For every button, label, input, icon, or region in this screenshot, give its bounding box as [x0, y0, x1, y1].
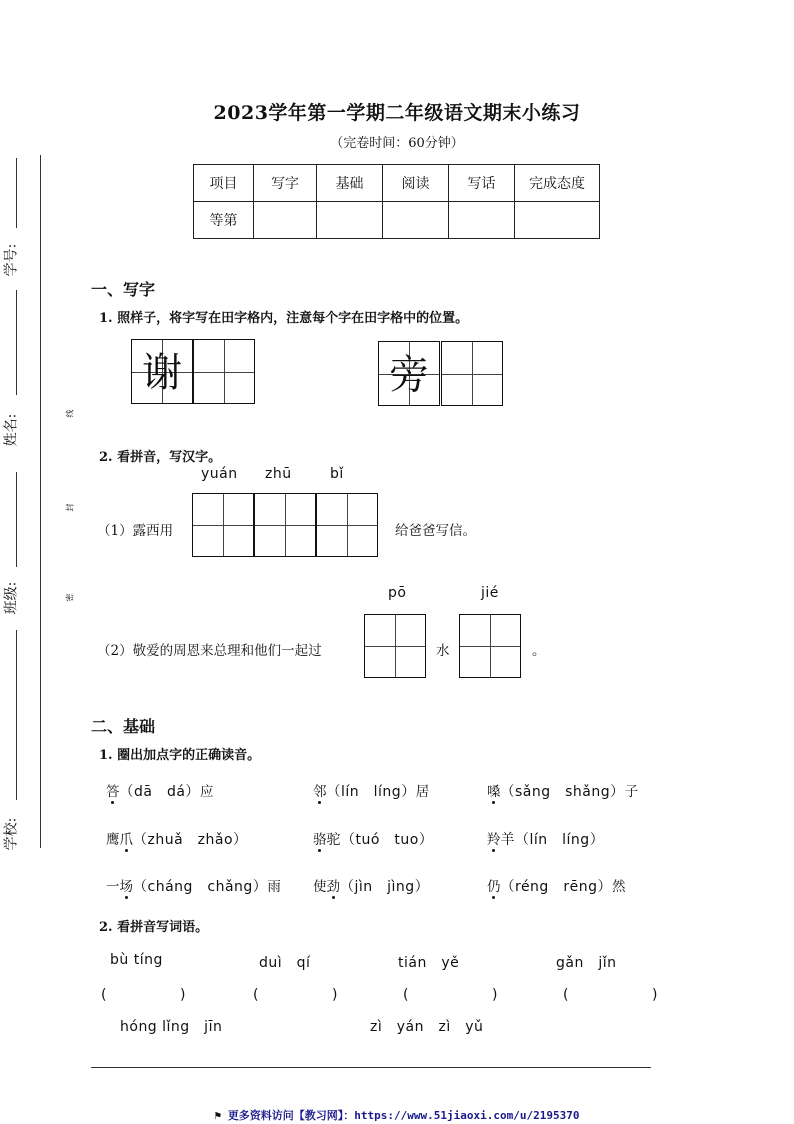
tianzige-answer[interactable] — [192, 493, 254, 557]
dotted-char: 羚 — [487, 832, 501, 848]
fill-sentence-prefix: （2）敬爱的周恩来总理和他们一起过 — [97, 643, 322, 659]
dotted-char: 劲 — [326, 879, 340, 895]
tianzige-answer[interactable] — [193, 339, 255, 404]
dotted-char: 场 — [119, 879, 133, 895]
grade-cell[interactable] — [317, 202, 383, 239]
question-text: 2. 看拼音写词语。 — [99, 920, 209, 935]
answer-paren-close: ) — [492, 987, 498, 1003]
dotted-char: 答 — [106, 784, 120, 800]
question-text: 1. 圈出加点字的正确读音。 — [99, 748, 261, 763]
answer-paren-close: ) — [652, 987, 658, 1003]
question-text: 1. 照样子，将字写在田字格内，注意每个字在田字格中的位置。 — [99, 311, 469, 326]
school-label: 学校: — [3, 817, 20, 851]
name-label: 姓名: — [3, 413, 20, 447]
seal-dense-mark: 密 — [65, 593, 75, 602]
reading-item[interactable]: 答（dā dá）应 — [106, 784, 214, 800]
page-divider — [91, 1067, 651, 1068]
pinyin-label: yuán — [201, 466, 238, 482]
fill-sentence-suffix: 。 — [532, 643, 546, 659]
pinyin-label: duì qí — [259, 955, 311, 971]
reading-item[interactable]: 羚羊（lín líng） — [487, 832, 605, 848]
table-header-cell: 完成态度 — [515, 165, 600, 202]
tianzige-answer[interactable] — [459, 614, 521, 678]
grade-cell[interactable] — [449, 202, 515, 239]
school-blank[interactable] — [16, 630, 17, 800]
page-subtitle: （完卷时间：60分钟） — [330, 136, 464, 151]
table-row — [194, 202, 600, 239]
binding-line — [40, 155, 41, 848]
sample-char: 谢 — [142, 349, 182, 396]
grade-cell[interactable] — [515, 202, 600, 239]
class-blank[interactable] — [16, 472, 17, 567]
class-label: 班级: — [3, 581, 20, 615]
tianzige-answer[interactable] — [441, 341, 503, 406]
dotted-char: 邻 — [313, 784, 327, 800]
table-header-cell: 写话 — [449, 165, 515, 202]
pinyin-label: hóng lǐng jīn — [120, 1019, 223, 1035]
question-text: 2. 看拼音，写汉字。 — [99, 450, 222, 465]
answer-paren-open: ( — [101, 987, 107, 1003]
pinyin-label: pō — [388, 585, 407, 601]
fill-sentence-prefix: （1）露西用 — [97, 523, 174, 539]
pinyin-label: tián yě — [398, 955, 460, 971]
section-heading: 二、基础 — [91, 717, 156, 736]
seal-seal-mark: 封 — [65, 503, 75, 512]
table-header-cell: 基础 — [317, 165, 383, 202]
seal-line-mark: 线 — [65, 409, 75, 418]
table-row — [194, 165, 600, 202]
reading-item[interactable]: 一场（cháng chǎng）雨 — [106, 879, 281, 895]
answer-paren-open: ( — [403, 987, 409, 1003]
reading-item[interactable]: 鹰爪（zhuǎ zhǎo） — [106, 832, 248, 848]
reading-item[interactable]: 嗓（sǎng shǎng）子 — [487, 784, 639, 800]
fill-sentence-middle: 水 — [436, 643, 450, 659]
reading-item[interactable]: 仍（réng rēng）然 — [487, 879, 626, 895]
score-table — [193, 164, 600, 239]
reading-item[interactable]: 使劲（jìn jìng） — [313, 879, 430, 895]
pinyin-label: jié — [481, 585, 499, 601]
pinyin-label: gǎn jǐn — [556, 955, 617, 971]
tianzige-answer[interactable] — [364, 614, 426, 678]
answer-paren-close: ) — [332, 987, 338, 1003]
answer-paren-close: ) — [180, 987, 186, 1003]
pinyin-label: zhū — [265, 466, 292, 482]
footer-link[interactable] — [0, 1107, 794, 1123]
section-heading: 一、写字 — [91, 280, 156, 299]
tianzige-answer[interactable] — [316, 493, 378, 557]
reading-item[interactable]: 邻（lín líng）居 — [313, 784, 430, 800]
pinyin-label: zì yán zì yǔ — [370, 1019, 484, 1035]
tianzige-answer[interactable] — [254, 493, 316, 557]
grade-cell[interactable] — [383, 202, 449, 239]
table-header-cell: 写字 — [254, 165, 317, 202]
grade-cell[interactable] — [254, 202, 317, 239]
footer-text: 更多资料访问【教习网】：https://www.51jiaoxi.com/u/2195370 — [227, 1109, 580, 1122]
name-blank[interactable] — [16, 290, 17, 395]
dotted-char: 爪 — [119, 832, 133, 848]
student-no-label: 学号: — [3, 243, 20, 277]
flag-icon: ⚑ — [214, 1109, 222, 1122]
sample-char: 旁 — [389, 351, 429, 398]
dotted-char: 骆 — [313, 832, 327, 848]
fill-sentence-suffix: 给爸爸写信。 — [395, 523, 476, 539]
dotted-char: 仍 — [487, 879, 501, 895]
reading-item[interactable]: 骆驼（tuó tuo） — [313, 832, 434, 848]
table-header-cell: 阅读 — [383, 165, 449, 202]
answer-paren-open: ( — [253, 987, 259, 1003]
pinyin-label: bǐ — [330, 466, 344, 482]
table-header-cell: 项目 — [194, 165, 254, 202]
page-title: 2023学年第一学期二年级语文期末小练习 — [213, 102, 581, 124]
table-row-label: 等第 — [194, 202, 254, 239]
pinyin-label: bù tíng — [110, 952, 163, 968]
student-no-blank[interactable] — [16, 158, 17, 228]
tianzige-sample — [131, 339, 193, 404]
tianzige-sample — [378, 341, 440, 406]
answer-paren-open: ( — [563, 987, 569, 1003]
dotted-char: 嗓 — [487, 784, 501, 800]
